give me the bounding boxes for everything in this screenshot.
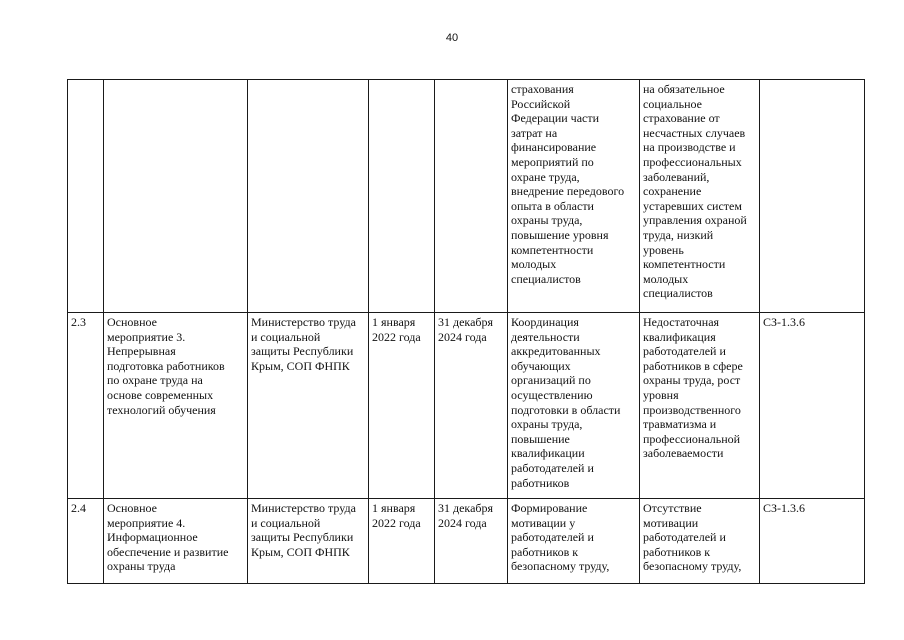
cell-text-line: 2024 года xyxy=(438,515,487,530)
cell-text-line: и социальной xyxy=(251,329,321,344)
cell-text-line: 31 декабря xyxy=(438,501,494,515)
cell-text-line: социальное xyxy=(643,96,702,111)
cell-text-line: заболеваний, xyxy=(643,169,710,184)
cell-text-line: страхования xyxy=(511,82,574,96)
cell-text-line: работодателей и xyxy=(643,530,726,545)
cell-link-code xyxy=(760,313,865,499)
cell-text-line: на обязательное xyxy=(643,82,725,96)
cell-text-line: охраны труда, xyxy=(511,417,583,432)
cell-text-line: страхование от xyxy=(643,111,720,126)
cell-text-line: управления охраной xyxy=(643,213,747,228)
cell-link-code xyxy=(760,80,865,313)
cell-text-line: по охране труда на xyxy=(107,373,203,388)
cell-text-line: 1 января xyxy=(372,315,416,329)
table-row xyxy=(68,313,865,499)
cell-text-line: сохранение xyxy=(643,184,702,199)
cell-text-line: охране труда, xyxy=(511,169,580,184)
cell-end-date xyxy=(435,80,508,313)
cell-text-line: работников в сфере xyxy=(643,358,743,373)
cell-expected-result xyxy=(508,499,640,584)
cell-text-line: опыта в области xyxy=(511,198,594,213)
cell-text-line: безопасному труду, xyxy=(511,559,610,574)
cell-text-line: труда, низкий xyxy=(643,227,714,242)
cell-text-line: заболеваемости xyxy=(643,446,724,461)
page-number: 40 xyxy=(445,32,459,44)
cell-text-line: Информационное xyxy=(107,530,198,545)
cell-text-line: 31 декабря xyxy=(438,315,494,329)
cell-text-line: мотивации xyxy=(643,515,699,530)
cell-text-line: компетентности xyxy=(643,257,726,272)
cell-measure-name xyxy=(104,80,248,313)
cell-text-line: Министерство труда xyxy=(251,315,356,329)
cell-text-line: специалистов xyxy=(643,286,713,301)
cell-text-line: и социальной xyxy=(251,515,321,530)
cell-text-line: 2022 года xyxy=(372,515,421,530)
cell-text-line: финансирование xyxy=(511,140,597,155)
cell-text-line: подготовки в области xyxy=(511,402,621,417)
cell-text: СЗ-1.3.6 xyxy=(763,315,806,329)
cell-number xyxy=(68,313,104,499)
cell-text-line: устаревших систем xyxy=(643,198,742,213)
cell-text-line: Министерство труда xyxy=(251,501,356,515)
cell-text-line: охраны труда, рост xyxy=(643,373,741,388)
cell-text-line: Основное xyxy=(107,315,157,329)
cell-text-line: Формирование xyxy=(511,501,588,515)
cell-text-line: Крым, СОП ФНПК xyxy=(251,358,350,373)
cell-consequences xyxy=(640,499,760,584)
cell-text-line: работников к xyxy=(511,544,579,559)
cell-text: 2.4 xyxy=(71,501,86,515)
cell-text-line: на производстве и xyxy=(643,140,736,155)
cell-text-line: работодателей и xyxy=(511,530,594,545)
cell-text-line: компетентности xyxy=(511,242,594,257)
cell-text-line: квалификации xyxy=(511,446,585,461)
cell-text-line: повышение xyxy=(511,431,570,446)
cell-text-line: травматизма и xyxy=(643,417,717,432)
cell-executor xyxy=(248,499,369,584)
cell-measure-name xyxy=(104,313,248,499)
cell-text-line: деятельности xyxy=(511,329,580,344)
cell-text-line: мероприятий по xyxy=(511,154,594,169)
cell-text-line: молодых xyxy=(511,257,557,272)
cell-consequences xyxy=(640,80,760,313)
cell-text-line: работников xyxy=(511,475,570,490)
cell-text-line: обучающих xyxy=(511,358,571,373)
cell-text-line: внедрение передового xyxy=(511,184,625,199)
cell-text-line: профессиональной xyxy=(643,431,741,446)
cell-text-line: Отсутствие xyxy=(643,501,702,515)
cell-start-date xyxy=(369,499,435,584)
cell-text-line: технологий обучения xyxy=(107,402,216,417)
cell-text-line: специалистов xyxy=(511,271,581,286)
cell-text-line: молодых xyxy=(643,271,689,286)
cell-text-line: 2024 года xyxy=(438,329,487,344)
cell-text-line: обеспечение и развитие xyxy=(107,544,229,559)
cell-text-line: осуществлению xyxy=(511,387,593,402)
cell-text-line: Российской xyxy=(511,96,571,111)
cell-text-line: Недостаточная xyxy=(643,315,720,329)
cell-number xyxy=(68,499,104,584)
cell-end-date xyxy=(435,313,508,499)
cell-expected-result xyxy=(508,80,640,313)
cell-text-line: работников к xyxy=(643,544,711,559)
cell-text-line: профессиональных xyxy=(643,154,742,169)
cell-text-line: работодателей и xyxy=(511,460,594,475)
cell-text-line: квалификация xyxy=(643,329,716,344)
table-row xyxy=(68,80,865,313)
cell-text-line: мероприятие 3. xyxy=(107,329,186,344)
cell-text-line: защиты Республики xyxy=(251,344,354,359)
cell-text-line: мотивации у xyxy=(511,515,576,530)
cell-text-line: повышение уровня xyxy=(511,227,609,242)
cell-text-line: организаций по xyxy=(511,373,591,388)
cell-start-date xyxy=(369,313,435,499)
cell-number xyxy=(68,80,104,313)
cell-start-date xyxy=(369,80,435,313)
cell-text-line: несчастных случаев xyxy=(643,125,746,140)
cell-text-line: уровня xyxy=(643,387,679,402)
cell-text-line: аккредитованных xyxy=(511,344,601,359)
cell-text-line: безопасному труду, xyxy=(643,559,742,574)
cell-text: СЗ-1.3.6 xyxy=(763,501,806,515)
cell-text-line: охраны труда xyxy=(107,559,176,574)
cell-text-line: Федерации части xyxy=(511,111,600,126)
cell-end-date xyxy=(435,499,508,584)
cell-text-line: мероприятие 4. xyxy=(107,515,186,530)
measures-table xyxy=(67,79,865,584)
cell-text-line: охраны труда, xyxy=(511,213,583,228)
cell-text-line: защиты Республики xyxy=(251,530,354,545)
cell-text-line: затрат на xyxy=(511,125,558,140)
cell-link-code xyxy=(760,499,865,584)
cell-text-line: основе современных xyxy=(107,387,214,402)
cell-expected-result xyxy=(508,313,640,499)
cell-text-line: работодателей и xyxy=(643,344,726,359)
cell-text-line: уровень xyxy=(643,242,684,257)
cell-text-line: 2022 года xyxy=(372,329,421,344)
cell-executor xyxy=(248,313,369,499)
cell-text: 2.3 xyxy=(71,315,86,329)
cell-text-line: Координация xyxy=(511,315,579,329)
cell-text-line: Основное xyxy=(107,501,157,515)
cell-text-line: производственного xyxy=(643,402,741,417)
cell-text-line: 1 января xyxy=(372,501,416,515)
cell-consequences xyxy=(640,313,760,499)
cell-text-line: Крым, СОП ФНПК xyxy=(251,544,350,559)
cell-text-line: подготовка работников xyxy=(107,358,225,373)
cell-executor xyxy=(248,80,369,313)
cell-text-line: Непрерывная xyxy=(107,344,176,359)
table-row xyxy=(68,499,865,584)
cell-measure-name xyxy=(104,499,248,584)
